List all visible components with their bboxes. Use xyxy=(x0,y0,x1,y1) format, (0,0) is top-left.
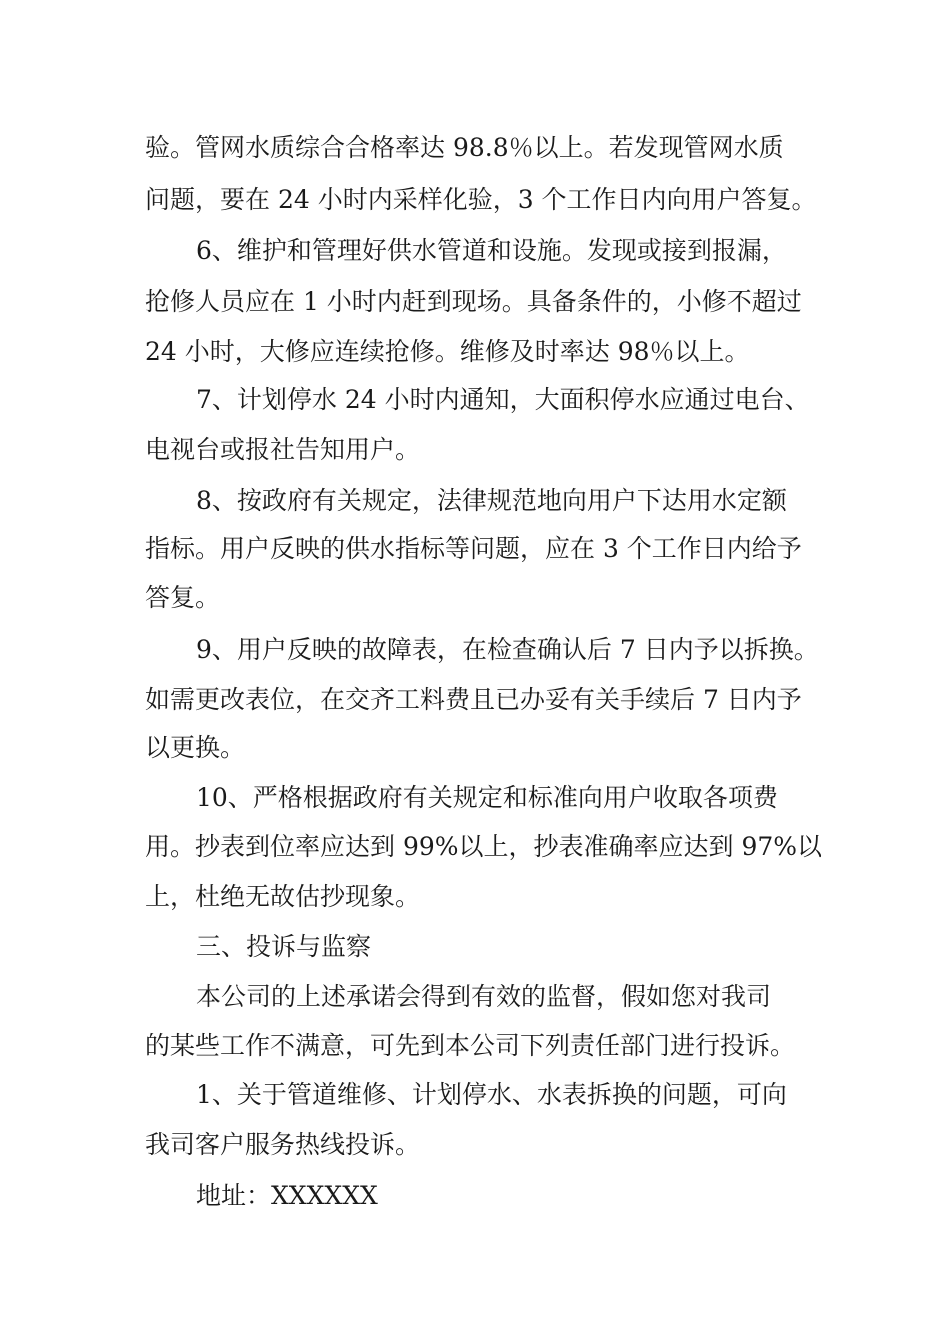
text-line: 上，杜绝无故估抄现象。 xyxy=(145,882,421,911)
text-line: 的某些工作不满意，可先到本公司下列责任部门进行投诉。 xyxy=(145,1031,796,1060)
text-line: 以更换。 xyxy=(145,733,246,762)
text-line: 验。管网水质综合合格率达 98.8％以上。若发现管网水质 xyxy=(145,133,784,162)
text-line: 指标。用户反映的供水指标等问题，应在 3 个工作日内给予 xyxy=(145,534,802,563)
paragraph-line: 6、维护和管理好供水管道和设施。发现或接到报漏， xyxy=(196,236,787,265)
section-heading: 三、投诉与监察 xyxy=(196,932,372,961)
text-line: 24 小时，大修应连续抢修。维修及时率达 98％以上。 xyxy=(145,337,750,366)
paragraph-line: 本公司的上述承诺会得到有效的监督，假如您对我司 xyxy=(196,982,772,1011)
text-line: 如需更改表位，在交齐工料费且已办妥有关手续后 7 日内予 xyxy=(145,685,802,714)
paragraph-line: 7、计划停水 24 小时内通知，大面积停水应通过电台、 xyxy=(196,385,810,414)
text-line: 问题，要在 24 小时内采样化验，3 个工作日内向用户答复。 xyxy=(145,185,817,214)
paragraph-line: 10、严格根据政府有关规定和标准向用户收取各项费 xyxy=(196,783,778,812)
address-line: 地址：XXXXXX xyxy=(196,1181,378,1210)
text-line: 电视台或报社告知用户。 xyxy=(145,435,421,464)
paragraph-line: 1、关于管道维修、计划停水、水表拆换的问题，可向 xyxy=(196,1080,787,1109)
text-line: 答复。 xyxy=(145,583,221,612)
text-line: 用。抄表到位率应达到 99%以上，抄表准确率应达到 97%以 xyxy=(145,832,823,861)
paragraph-line: 8、按政府有关规定，法律规范地向用户下达用水定额 xyxy=(196,486,787,515)
text-line: 我司客户服务热线投诉。 xyxy=(145,1130,421,1159)
paragraph-line: 9、用户反映的故障表，在检查确认后 7 日内予以拆换。 xyxy=(196,635,819,664)
text-line: 抢修人员应在 1 小时内赶到现场。具备条件的，小修不超过 xyxy=(145,287,802,316)
